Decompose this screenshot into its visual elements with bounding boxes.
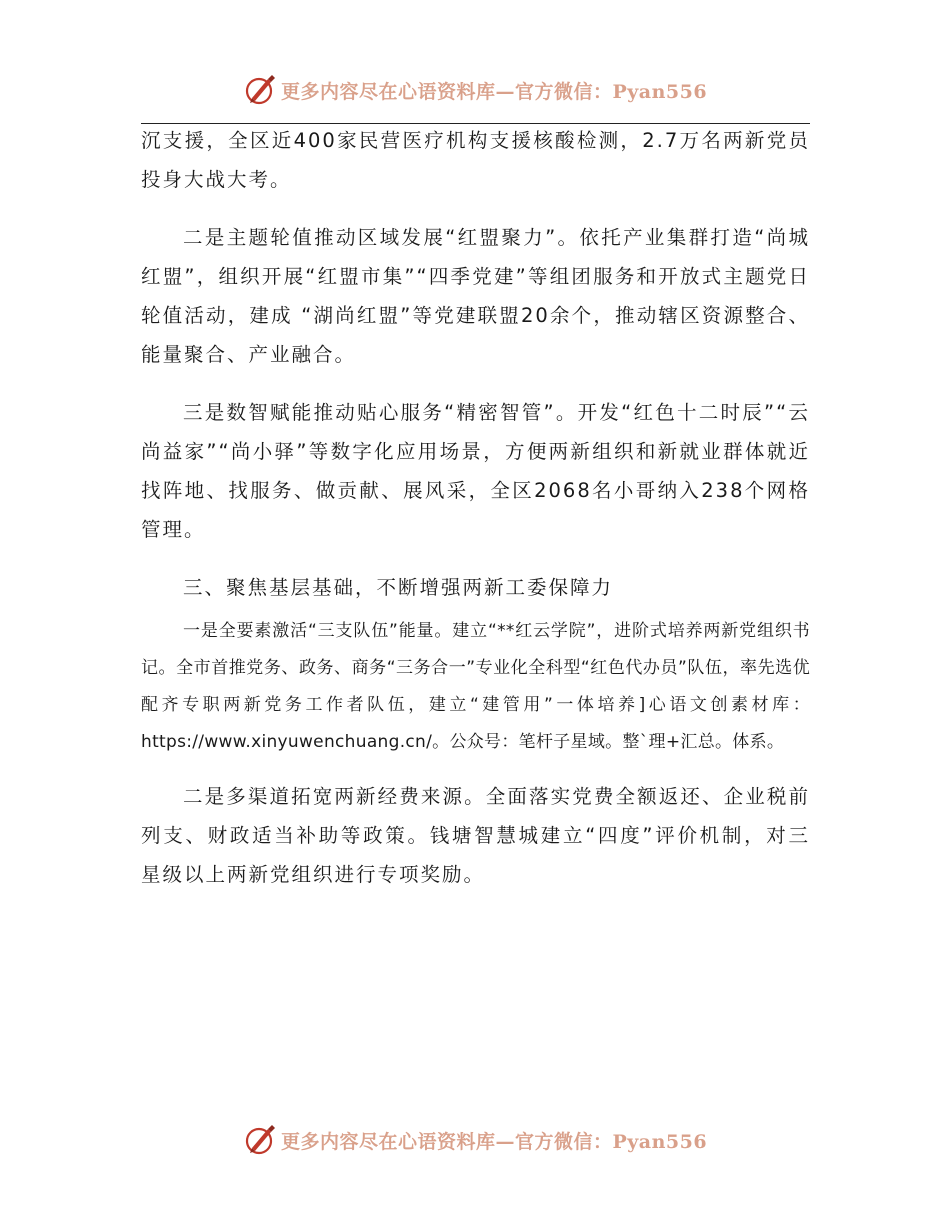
header-banner-text: 更多内容尽在心语资料库—官方微信：Pyan556 xyxy=(280,80,708,103)
paragraph-smart-service: 三是数智赋能推动贴心服务“精密智管”。开发“红色十二时辰”“云尚益家”“尚小驿”等数字化应用场景，方便两新组织和新就业群体就近找阵地、找服务、做贡献、展风采，全区2068名小哥纳入238个网格管理。 xyxy=(141,401,810,541)
pen-logo-icon xyxy=(243,1123,277,1157)
paragraph-continuation: 沉支援，全区近400家民营医疗机构支援核酸检测，2.7万名两新党员投身大战大考。 xyxy=(141,129,810,191)
header-banner xyxy=(0,70,950,110)
paragraph-funding: 二是多渠道拓宽两新经费来源。全面落实党费全额返还、企业税前列支、财政适当补助等政策。钱塘智慧城建立“四度”评价机制，对三星级以上两新党组织进行专项奖励。 xyxy=(141,785,810,886)
section-heading: 三、聚焦基层基础，不断增强两新工委保障力 xyxy=(183,576,614,599)
footer-banner xyxy=(0,1120,950,1160)
paragraph-three-teams: 一是全要素激活“三支队伍”能量。建立“**红云学院”，进阶式培养两新党组织书记。全市首推党务、政务、商务“三务合一”专业化全科型“红色代办员”队伍，率先选优配齐专职两新党务工作者队伍，建立“建管用”一体培养]心语文创素材库：https://www.xinyuwenchuang.cn/。公众号：笔杆子星域。整`理+汇总。体系。 xyxy=(141,621,810,752)
paragraph-red-alliance: 二是主题轮值推动区域发展“红盟聚力”。依托产业集群打造“尚城红盟”，组织开展“红盟市集”“四季党建”等组团服务和开放式主题党日轮值活动，建成 “湖尚红盟”等党建联盟20余个，推动辖区资源整合、能量聚合、产业融合。 xyxy=(141,226,810,366)
footer-banner-text: 更多内容尽在心语资料库—官方微信：Pyan556 xyxy=(280,1130,708,1153)
pen-logo-icon xyxy=(243,73,277,107)
document-body xyxy=(141,121,810,894)
